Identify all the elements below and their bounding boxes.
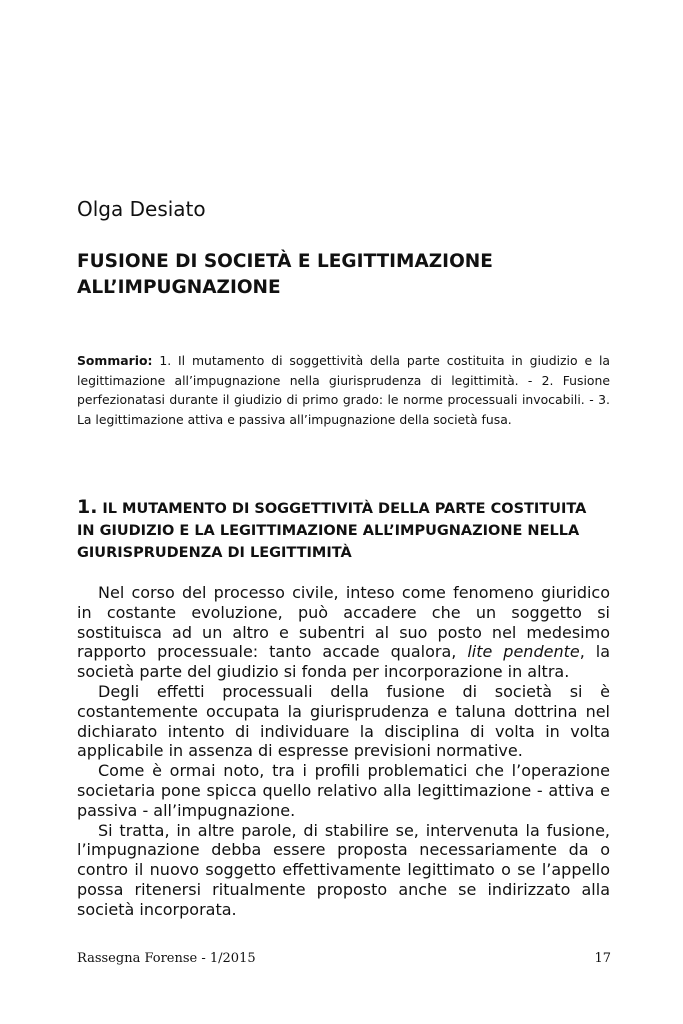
author-name: Olga Desiato [77,197,206,221]
summary-text: 1. Il mutamento di soggettività della parte costituita in giudizio e la legittimazione all’impugnazione nella giurisprudenza di legittimità. - 2. Fusione perfezionatasi durante il giudizio di primo grado: le norme processuali invocabili. - 3. La legittimazione attiva e passiva all’impugnazione della società fusa. [77,353,610,427]
summary [77,351,610,429]
article-title [77,249,617,301]
section-heading-line-1: IL MUTAMENTO DI SOGGETTIVITÀ DELLA PARTE COSTITUITA [102,501,587,517]
article-title-line-2: ALL’IMPUGNAZIONE [77,277,281,298]
section-heading [77,496,617,564]
section-heading-line-3: GIURISPRUDENZA DI LEGITTIMITÀ [77,545,352,561]
body-text [77,583,610,920]
section-number: 1. [77,496,98,518]
footer-journal: Rassegna Forense - 1/2015 [77,951,256,966]
paragraph-2: Degli effetti processuali della fusione di società si è costantemente occupata la giurisprudenza e taluna dottrina nel dichiarato intento di individuare la disciplina di volta in volta applicabile in assenza di espresse previsioni normative. [77,681,610,761]
summary-label: Sommario: [77,353,153,368]
paragraph-1 [77,583,610,682]
section-heading-line-2: IN GIUDIZIO E LA LEGITTIMAZIONE ALL’IMPUGNAZIONE NELLA [77,523,580,539]
paragraph-3: Come è ormai noto, tra i profili problematici che l’operazione societaria pone spicca quello relativo alla legittimazione - attiva e passiva - all’impugnazione. [77,761,610,820]
paragraph-4: Si tratta, in altre parole, di stabilire se, intervenuta la fusione, l’impugnazione debba essere proposta necessariamente da o contro il nuovo soggetto effettivamente legittimato o se l’appello possa ritenersi ritualmente proposto anche se indirizzato alla società incorporata. [77,820,610,919]
article-title-line-1: FUSIONE DI SOCIETÀ E LEGITTIMAZIONE [77,251,493,272]
footer-page-number: 17 [594,951,611,966]
paragraph-1-italic: lite pendente [467,642,580,662]
paragraph-1-before: Nel corso del processo civile, inteso come fenomeno giuridico in costante evoluzione, può accadere che un soggetto si sostituisca ad un altro e subentri al suo posto nel medesimo rapporto processuale: tanto accade qualora, [77,583,610,662]
paragraph-1-after: , la società parte del giudizio si fonda per incorporazione in altra. [77,642,610,682]
